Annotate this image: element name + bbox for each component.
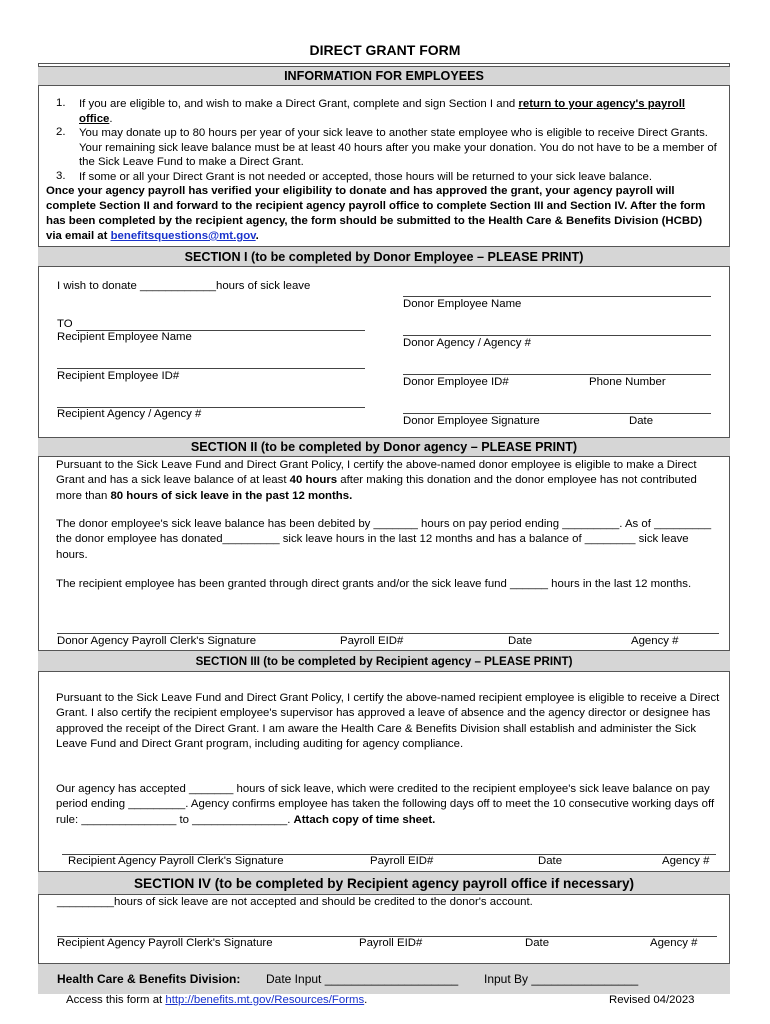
s3-eid-label: Payroll EID# [370, 855, 434, 867]
s4-text: hours of sick leave are not accepted and should be credited to the donor's account. [114, 896, 533, 908]
s3-text: Our agency has accepted _______ hours of sick leave, which were credited to the recipient employee's sick leave balance on pay period ending _________. Agency confirms employee has taken the following days off to meet the 10 consecutive working days off rule: _______________ to _______________. [56, 783, 715, 826]
recipient-name-label: Recipient Employee Name [57, 331, 192, 343]
s3-agency-label: Agency # [662, 855, 710, 867]
donor-date-label: Date [629, 415, 654, 427]
info-note [46, 184, 720, 244]
s3-date-label: Date [538, 855, 563, 867]
info-heading: INFORMATION FOR EMPLOYEES [38, 66, 730, 86]
payroll-office-emphasis: return to your agency's payroll office [79, 98, 686, 125]
section3-heading: SECTION III (to be completed by Recipient agency – PLEASE PRINT) [38, 650, 730, 672]
donor-name-label: Donor Employee Name [403, 298, 522, 310]
section1-heading: SECTION I (to be completed by Donor Employee – PLEASE PRINT) [38, 246, 730, 267]
punctuation: . [364, 994, 368, 1006]
s4-eid-label: Payroll EID# [359, 937, 423, 949]
donor-id-line[interactable] [403, 374, 711, 375]
donor-signature-label: Donor Employee Signature [403, 415, 540, 427]
info-item-text: If you are eligible to, and wish to make a Direct Grant, complete and sign Section I and [79, 98, 519, 110]
s2-bold-hours: 40 hours [289, 474, 338, 487]
section2-paragraph-3: The recipient employee has been granted through direct grants and/or the sick leave fund ______ hours in the last 12 months. [56, 578, 692, 590]
s2-text: after making this donation and the donor employee has not contributed more than [56, 474, 697, 502]
s2-bold-limit: 80 hours of sick leave in the past 12 months. [110, 489, 353, 502]
s4-hours-blank[interactable]: _________ [57, 896, 115, 908]
s2-signature-line[interactable] [57, 633, 719, 634]
section3-paragraph-2 [56, 782, 722, 828]
punctuation: . [109, 112, 113, 125]
hcbd-input-by[interactable]: Input By ________________ [484, 972, 639, 986]
donor-name-line[interactable] [403, 296, 711, 297]
email-link[interactable]: benefitsquestions@mt.gov [110, 230, 256, 242]
recipient-id-label: Recipient Employee ID# [57, 370, 180, 382]
s4-date-label: Date [525, 937, 550, 949]
punctuation: . [255, 230, 259, 242]
info-item-number: 2. [56, 126, 66, 138]
s4-agency-label: Agency # [650, 937, 698, 949]
forms-link[interactable]: http://benefits.mt.gov/Resources/Forms [165, 994, 365, 1006]
s4-signature-label: Recipient Agency Payroll Clerk's Signature [57, 937, 273, 949]
section2-heading: SECTION II (to be completed by Donor agency – PLEASE PRINT) [38, 437, 730, 457]
footer-access [66, 994, 367, 1006]
s2-eid-label: Payroll EID# [340, 635, 404, 647]
section2-paragraph-1 [56, 458, 722, 504]
s2-date-label: Date [508, 635, 533, 647]
attach-timesheet-note: Attach copy of time sheet. [293, 813, 436, 826]
footer-access-text: Access this form at [66, 994, 166, 1006]
donate-prefix: I wish to donate [57, 280, 140, 292]
info-item-text: You may donate up to 80 hours per year of your sick leave to another state employee who is eligible to receive Direct Grants. Your remaining sick leave balance must be at least 40 hours after you make your donation. You do not have to be a member of the Sick Leave Fund to make a Direct Grant. [79, 127, 717, 168]
section3-paragraph-1: Pursuant to the Sick Leave Fund and Direct Grant Policy, I certify the above-named recipient employee is eligible to receive a Direct Grant. I also certify the recipient employee's supervisor has approved a leave of absence and the agency director or designee has approved the receipt of the Direct Grant. I am aware the Health Care & Benefits Division shall establish and administer the Sick Leave Fund and Direct Grant program, including auditing for agency compliance. [56, 692, 720, 750]
hcbd-date-input[interactable]: Date Input ____________________ [266, 972, 459, 986]
donor-agency-line[interactable] [403, 335, 711, 336]
donor-agency-label: Donor Agency / Agency # [403, 337, 531, 349]
donor-id-label: Donor Employee ID# [403, 376, 509, 388]
section2-paragraph-2: The donor employee's sick leave balance has been debited by _______ hours on pay period ending _________. As of _________ the donor employee has donated_________ sick leave hours in the last 12 months and has a balance of ________ sick leave hours. [56, 518, 712, 561]
revision-date: Revised 04/2023 [609, 994, 695, 1006]
donor-signature-line[interactable] [403, 413, 711, 414]
phone-label: Phone Number [589, 376, 666, 388]
donate-hours-blank[interactable]: ____________ [139, 280, 216, 292]
info-note-text: Once your agency payroll has verified your eligibility to donate and has approved the grant, your agency payroll will complete Section II and forward to the recipient agency payroll office to complete Section III and Section IV. After the form has been completed by the recipient agency, the form should be submitted to the Health Care & Benefits Division (HCBD) via email at [46, 185, 706, 242]
hcbd-label: Health Care & Benefits Division: [57, 972, 241, 986]
s2-signature-label: Donor Agency Payroll Clerk's Signature [57, 635, 257, 647]
s3-signature-label: Recipient Agency Payroll Clerk's Signature [68, 855, 284, 867]
recipient-id-line[interactable] [57, 368, 365, 369]
s2-text: Pursuant to the Sick Leave Fund and Direct Grant Policy, I certify the above-named donor employee is eligible to make a Direct Grant and has a sick leave balance of at least [56, 459, 697, 487]
to-label: TO [57, 318, 73, 330]
donate-hours-line [57, 280, 310, 292]
info-item-number: 3. [56, 170, 66, 182]
section4-heading: SECTION IV (to be completed by Recipient agency payroll office if necessary) [38, 871, 730, 895]
s2-agency-label: Agency # [631, 635, 679, 647]
section4-text [57, 896, 533, 908]
recipient-agency-label: Recipient Agency / Agency # [57, 408, 202, 420]
info-item-text: If some or all your Direct Grant is not needed or accepted, those hours will be returned to your sick leave balance. [79, 171, 652, 183]
info-item-number: 1. [56, 97, 66, 109]
form-title: DIRECT GRANT FORM [309, 42, 461, 58]
donate-suffix: hours of sick leave [215, 280, 311, 292]
